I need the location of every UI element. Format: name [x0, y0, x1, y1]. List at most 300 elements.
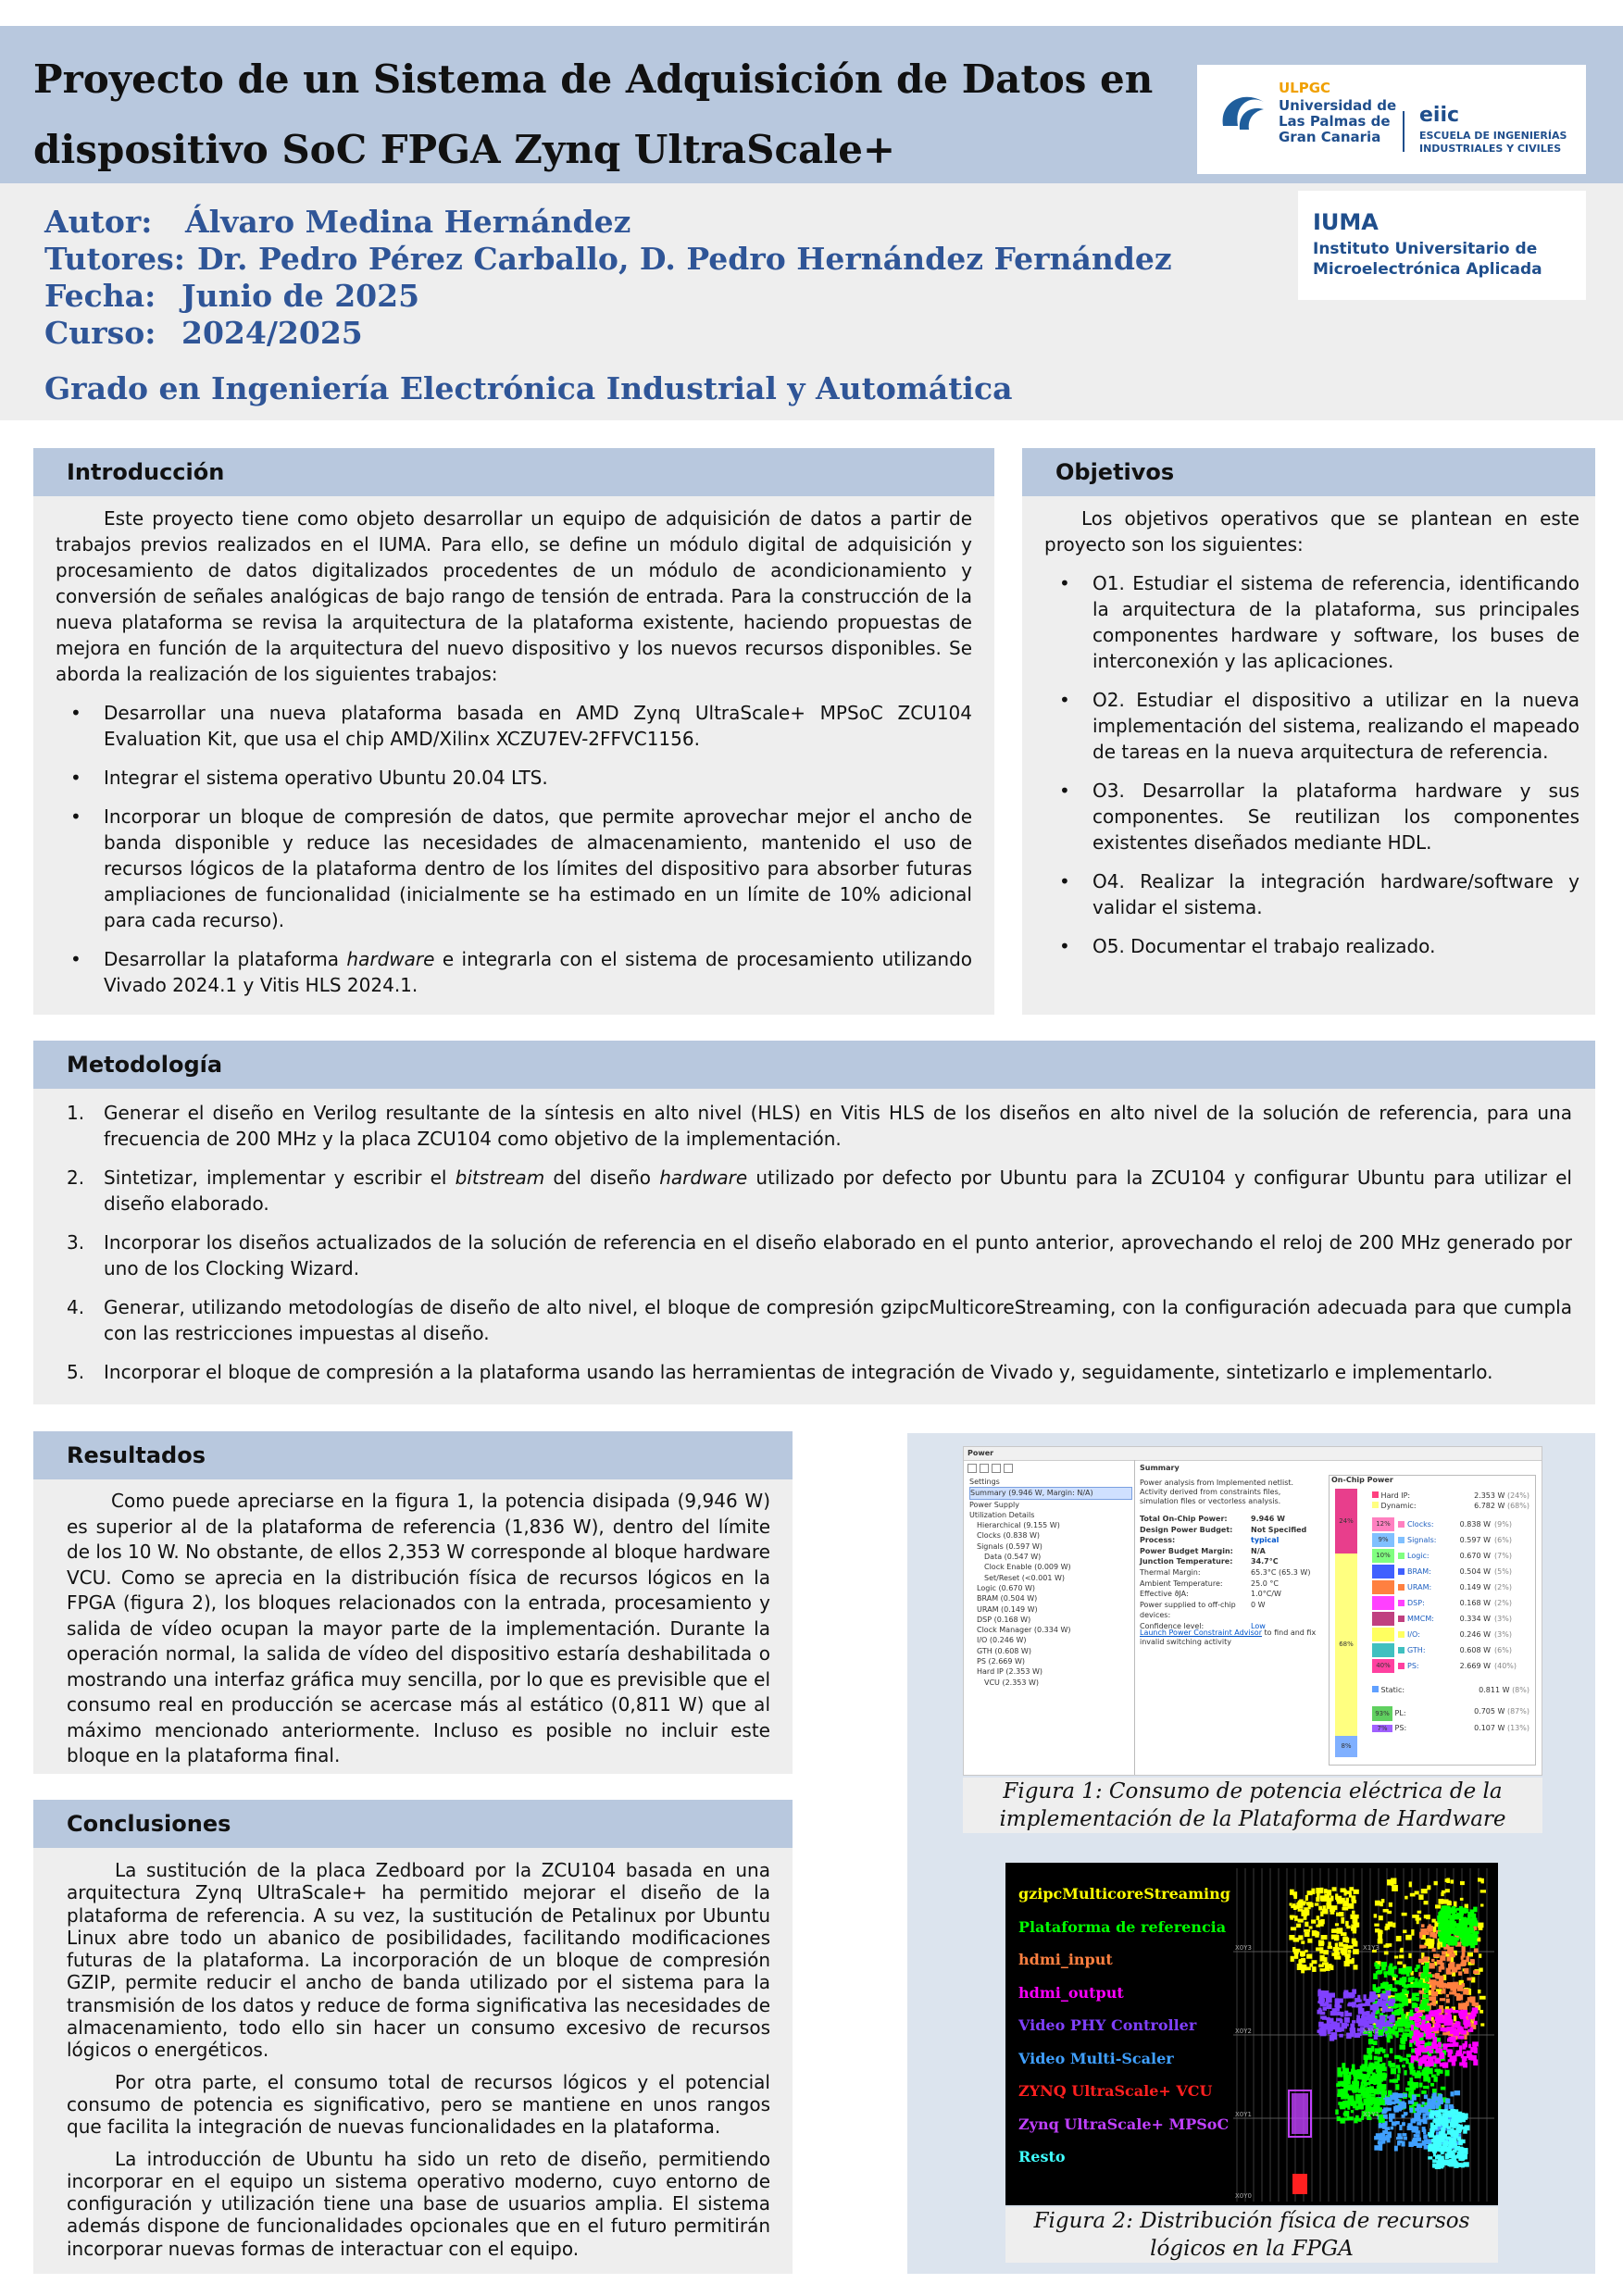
dynamic-item: DSP: 0.168 W (2%): [1372, 1595, 1529, 1611]
summary-row: Confidence level: Low: [1140, 1621, 1266, 1630]
placed-cell: [1405, 1896, 1407, 1900]
placed-cell: [1423, 2086, 1429, 2089]
placed-cell: [1352, 1915, 1355, 1917]
placed-cell: [1442, 1966, 1445, 1969]
tree-item[interactable]: Summary (9.946 W, Margin: N/A): [969, 1487, 1132, 1499]
placed-cell: [1404, 2022, 1410, 2026]
placed-cell: [1448, 2019, 1453, 2026]
placed-cell: [1421, 2056, 1427, 2060]
placed-cell: [1383, 1996, 1388, 2000]
degree-name: Grado en Ingeniería Electrónica Industrial y Automática: [44, 370, 1013, 406]
placed-cell: [1355, 2098, 1362, 2104]
placed-cell: [1417, 1917, 1421, 1920]
placed-cell: [1429, 2144, 1433, 2148]
placed-cell: [1388, 2061, 1392, 2066]
placed-cell: [1384, 1951, 1389, 1954]
placed-cell: [1374, 1963, 1377, 1967]
placed-cell: [1440, 1998, 1445, 2001]
tree-item[interactable]: DSP (0.168 W): [977, 1615, 1031, 1624]
placed-cell: [1333, 2035, 1337, 2040]
placed-cell: [1362, 2066, 1366, 2072]
list-item: 5. Incorporar el bloque de compresión a la plataforma usando las herramientas de integración de Vivado y, seguidamente, sintetizarlo e implementarlo.: [67, 1361, 1493, 1383]
placed-cell: [1409, 2107, 1413, 2112]
placed-cell: [1432, 2097, 1436, 2103]
placed-cell: [1358, 2118, 1361, 2122]
list-item: • O2. Estudiar el dispositivo a utilizar en la nueva implementación del sistema, realizando el mapeado de tareas en la nueva arquitectura de referencia.: [1059, 689, 1579, 763]
placed-cell: [1294, 1953, 1298, 1959]
placed-cell: [1402, 2122, 1405, 2126]
placed-cell: [1337, 2067, 1341, 2072]
placed-cell: [1419, 1932, 1422, 1939]
placed-cell: [1454, 2143, 1457, 2146]
placed-cell: [1432, 2089, 1437, 2093]
list-item: • O4. Realizar la integración hardware/software y validar el sistema.: [1059, 870, 1579, 918]
placed-cell: [1310, 1903, 1313, 1907]
tree-item[interactable]: URAM (0.149 W): [977, 1604, 1038, 1614]
tutors-row: Tutores: Dr. Pedro Pérez Carballo, D. Pedro Hernández Fernández: [44, 241, 1172, 277]
placed-cell: [1450, 2028, 1456, 2034]
placed-cell: [1417, 2122, 1421, 2126]
placed-cell: [1454, 2015, 1456, 2021]
placed-cell: [1353, 1965, 1357, 1969]
placed-cell: [1441, 2128, 1445, 2132]
power-bar-segment: 24%: [1335, 1489, 1357, 1554]
placed-cell: [1348, 2003, 1353, 2006]
placed-cell: [1305, 1922, 1308, 1928]
placed-cell: [1304, 1929, 1310, 1932]
placed-cell: [1343, 1992, 1349, 1999]
eiic-mark: eiic: [1419, 104, 1460, 127]
dynamic-item: 40% PS: 2.669 W (40%): [1372, 1658, 1529, 1674]
placed-cell: [1457, 2154, 1460, 2158]
placed-cell: [1317, 2010, 1323, 2015]
methodology-section: [33, 1041, 1595, 1404]
summary-row: Thermal Margin: 65.3°C (65.3 W): [1140, 1567, 1311, 1577]
placed-cell: [1363, 1994, 1366, 2001]
placed-cell: [1376, 1971, 1381, 1975]
dynamic-item: 10% Logic: 0.670 W (7%): [1372, 1548, 1529, 1564]
placed-cell: [1424, 2140, 1429, 2144]
placed-cell: [1323, 1909, 1328, 1913]
placed-cell: [1337, 2116, 1341, 2121]
placed-cell: [1292, 1947, 1295, 1953]
placed-cell: [1473, 1920, 1477, 1924]
figure2-caption: Figura 2: Distribución física de recursos lógicos en la FPGA: [1005, 2207, 1498, 2263]
tree-item[interactable]: Clock Enable (0.009 W): [984, 1563, 1071, 1572]
placed-cell: [1294, 1915, 1298, 1921]
floorplan-legend-item: ZYNQ UltraScale+ VCU: [1018, 2082, 1213, 2100]
placed-cell: [1422, 2127, 1426, 2132]
placed-cell: [1428, 2077, 1430, 2082]
placed-cell: [1355, 2115, 1359, 2121]
placed-cell: [1392, 2078, 1398, 2082]
placed-cell: [1480, 1890, 1486, 1892]
placed-cell: [1342, 1901, 1349, 1907]
ulpgc-emblem-icon: [1217, 85, 1269, 137]
list-item: 3. Incorporar los diseños actualizados de la solución de referencia en el diseño elaborado en el punto anterior, aprovechando el reloj de 200 MHz generado por uno de los Clocking Wizard.: [67, 1231, 1572, 1279]
placed-cell: [1389, 1903, 1392, 1907]
placed-cell: [1301, 1940, 1305, 1943]
placed-cell: [1413, 2003, 1417, 2006]
placed-cell: [1342, 1944, 1348, 1950]
floorplan-legend-item: Video PHY Controller: [1018, 2016, 1197, 2034]
placed-cell: [1347, 1945, 1353, 1949]
placed-cell: [1405, 2033, 1408, 2036]
placed-cell: [1447, 1972, 1453, 1975]
placed-cell: [1398, 2067, 1401, 2073]
placed-cell: [1373, 1984, 1377, 1990]
placed-cell: [1394, 1955, 1398, 1958]
placed-cell: [1463, 2129, 1467, 2134]
tree-item[interactable]: Power Supply: [969, 1500, 1019, 1509]
placed-cell: [1368, 2054, 1372, 2060]
list-item: • Desarrollar una nueva plataforma basada en AMD Zynq UltraScale+ MPSoC ZCU104 Evaluation Kit, que usa el chip AMD/Xilinx XCZU7EV-2FFVC1156.: [70, 702, 972, 750]
placed-cell: [1374, 1924, 1379, 1927]
placed-cell: [1375, 1928, 1380, 1932]
placed-cell: [1438, 2042, 1442, 2048]
tree-item[interactable]: GTH (0.608 W): [977, 1646, 1031, 1655]
placed-cell: [1410, 1893, 1416, 1897]
placed-cell: [1428, 2132, 1433, 2136]
placed-cell: [1429, 2114, 1434, 2118]
placed-cell: [1381, 2010, 1385, 2013]
tree-item[interactable]: Utilization Details: [969, 1510, 1035, 1519]
placed-cell: [1335, 1923, 1339, 1926]
placed-cell: [1331, 1953, 1337, 1956]
tree-item[interactable]: Data (0.547 W): [984, 1553, 1042, 1562]
placed-cell: [1426, 2035, 1432, 2040]
placed-cell: [1442, 2143, 1447, 2146]
placed-cell: [1368, 2099, 1372, 2105]
conclusions-paragraph: Por otra parte, el consumo total de recursos lógicos y el potencial consumo de potencia es significativo, pero se mantiene en unos rangos que facilita la integración de nuevas funcionalidades en la plataforma.: [67, 2070, 770, 2139]
placed-cell: [1419, 1945, 1424, 1949]
intro-heading: Introducción: [67, 459, 225, 485]
placed-cell: [1330, 1910, 1335, 1915]
placed-cell: [1463, 2162, 1468, 2166]
placed-cell: [1399, 1968, 1403, 1974]
placed-cell: [1342, 1907, 1348, 1911]
placed-cell: [1473, 2059, 1478, 2065]
tree-item[interactable]: Clocks (0.838 W): [977, 1531, 1041, 1541]
floorplan-device-view: [1233, 1868, 1494, 2202]
placed-cell: [1395, 2032, 1398, 2037]
objectives-heading: Objetivos: [1055, 459, 1175, 485]
placed-cell: [1441, 1892, 1443, 1896]
placed-cell: [1464, 1968, 1468, 1974]
placed-cell: [1374, 2056, 1378, 2061]
placed-cell: [1385, 2009, 1391, 2012]
floorplan-legend-item: hdmi_output: [1018, 1983, 1124, 2002]
placed-cell: [1346, 1898, 1349, 1902]
placed-cell: [1421, 1924, 1425, 1928]
placed-cell: [1422, 2020, 1426, 2024]
placed-cell: [1418, 1894, 1423, 1900]
placed-cell: [1440, 2070, 1443, 2074]
tree-item[interactable]: BRAM (0.504 W): [977, 1594, 1038, 1603]
placed-cell: [1459, 1920, 1464, 1927]
placed-cell: [1345, 2103, 1348, 2108]
placed-cell: [1341, 1932, 1347, 1936]
placed-cell: [1446, 2010, 1452, 2014]
placed-cell: [1463, 2051, 1467, 2053]
placed-cell: [1345, 2023, 1349, 2026]
placed-cell: [1411, 1929, 1414, 1936]
placed-cell: [1480, 2023, 1484, 2026]
placed-cell: [1460, 2014, 1465, 2018]
placed-cell: [1429, 1924, 1431, 1929]
placed-cell: [1460, 1881, 1465, 1885]
placed-cell: [1380, 2047, 1383, 2052]
placed-cell: [1399, 2003, 1405, 2007]
placed-cell: [1454, 1902, 1457, 1907]
placed-cell: [1405, 2059, 1408, 2064]
logo-divider: [1403, 111, 1405, 152]
tree-item[interactable]: VCU (2.353 W): [984, 1678, 1040, 1687]
placed-cell: [1411, 1977, 1415, 1980]
placed-cell: [1380, 2001, 1386, 2006]
placed-cell: [1433, 2146, 1438, 2152]
placed-cell: [1424, 2105, 1429, 2109]
placed-cell: [1399, 2044, 1405, 2049]
tree-item[interactable]: Clock Manager (0.334 W): [977, 1626, 1071, 1635]
placed-cell: [1399, 2007, 1403, 2012]
placed-cell: [1391, 1988, 1396, 1990]
placed-cell: [1328, 1941, 1330, 1945]
placed-cell: [1364, 2099, 1367, 2104]
placed-cell: [1409, 2040, 1414, 2043]
placed-cell: [1421, 2090, 1426, 2094]
placed-cell: [1452, 2061, 1455, 2066]
placed-cell: [1361, 2082, 1364, 2088]
tutors-names: Dr. Pedro Pérez Carballo, D. Pedro Hernández Fernández: [197, 241, 1172, 277]
placed-cell: [1379, 1915, 1383, 1920]
placed-cell: [1316, 1897, 1319, 1902]
placed-cell: [1439, 1976, 1444, 1982]
placed-cell: [1325, 2002, 1329, 2005]
tree-item[interactable]: Hard IP (2.353 W): [977, 1667, 1043, 1677]
placed-cell: [1416, 2013, 1420, 2016]
placed-cell: [1463, 1989, 1468, 1994]
placed-cell: [1432, 2037, 1437, 2042]
placed-cell: [1425, 1963, 1429, 1968]
tree-item[interactable]: Logic (0.670 W): [977, 1583, 1036, 1592]
placed-cell: [1450, 2142, 1454, 2148]
placed-cell: [1349, 2072, 1355, 2075]
dynamic-item: GTH: 0.608 W (6%): [1372, 1642, 1529, 1658]
placed-cell: [1413, 1981, 1419, 1988]
clock-region-label: X0Y0: [1235, 2192, 1252, 2200]
placed-cell: [1430, 2128, 1435, 2133]
placed-cell: [1433, 2077, 1437, 2082]
placed-cell: [1395, 2107, 1402, 2112]
placed-cell: [1291, 1956, 1294, 1962]
placed-cell: [1358, 2089, 1365, 2092]
floorplan-legend-item: Video Multi-Scaler: [1018, 2049, 1174, 2067]
placed-cell: [1466, 2001, 1469, 2005]
placed-cell: [1394, 2055, 1400, 2059]
placed-cell: [1330, 1906, 1335, 1910]
placed-cell: [1433, 2135, 1436, 2141]
placed-cell: [1352, 2065, 1355, 2069]
placed-cell: [1408, 1953, 1411, 1958]
placed-cell: [1329, 1992, 1335, 1997]
tree-item[interactable]: Hierarchical (9.155 W): [977, 1521, 1060, 1530]
placed-cell: [1442, 1905, 1445, 1908]
placed-cell: [1309, 1963, 1313, 1966]
placed-cell: [1417, 2111, 1421, 2115]
list-item: 2. Sintetizar, implementar y escribir el bitstream del diseño hardware utilizado por defecto por Ubuntu para la ZCU104 y configurar Ubuntu para utilizar el diseño elaborado.: [67, 1167, 1572, 1215]
placed-cell: [1442, 1899, 1449, 1903]
tree-item[interactable]: Signals (0.597 W): [977, 1541, 1042, 1551]
placed-cell: [1389, 2114, 1395, 2119]
placed-cell: [1344, 2111, 1350, 2117]
author-name: Álvaro Medina Hernández: [185, 204, 631, 240]
placed-cell: [1344, 2017, 1350, 2023]
placed-cell: [1457, 2128, 1461, 2132]
placed-cell: [1427, 1939, 1431, 1945]
advisor-link[interactable]: Launch Power Constraint Advisor: [1140, 1628, 1262, 1637]
tree-item[interactable]: Settings: [969, 1478, 1000, 1486]
placed-cell: [1427, 2062, 1431, 2066]
placed-cell: [1431, 1984, 1436, 1990]
placed-cell: [1378, 1987, 1380, 1992]
dynamic-item: BRAM: 0.504 W (5%): [1372, 1564, 1529, 1579]
dynamic-breakdown: [1372, 1516, 1529, 1674]
clock-region-label: X1Y3: [1363, 1944, 1380, 1952]
objectives-section: [1022, 448, 1595, 1015]
placed-cell: [1451, 1879, 1454, 1883]
placed-cell: [1388, 2027, 1392, 2032]
placed-cell: [1414, 2082, 1417, 2086]
placed-cell: [1317, 1990, 1323, 1997]
placed-cell: [1445, 2070, 1450, 2077]
placed-cell: [1299, 1937, 1302, 1940]
placed-cell: [1327, 1890, 1331, 1895]
placed-cell: [1378, 2140, 1383, 2144]
placed-cell: [1404, 2093, 1407, 2097]
placed-cell: [1351, 1927, 1356, 1930]
placed-cell: [1375, 2065, 1379, 2068]
placed-cell: [1432, 2028, 1437, 2031]
placed-cell: [1449, 1953, 1454, 1957]
placed-cell: [1415, 2022, 1420, 2026]
placed-cell: [1357, 2032, 1362, 2036]
placed-cell: [1320, 1895, 1325, 1901]
placed-cell: [1337, 2071, 1342, 2077]
placed-cell: [1397, 1961, 1402, 1964]
placed-cell: [1430, 2083, 1434, 2087]
placed-cell: [1387, 1879, 1392, 1885]
clock-region-label: X1Y1: [1363, 2111, 1380, 2118]
clock-region-label: X0Y3: [1235, 1944, 1252, 1952]
placed-cell: [1353, 1949, 1359, 1954]
placed-cell: [1382, 2130, 1388, 2134]
conclusions-paragraph: La sustitución de la placa Zedboard por la ZCU104 basada en una arquitectura Zynq UltraScale+ ha permitido mejorar el diseño de la plataforma de referencia. A su vez, la sustitución de Petalinux por Ubuntu Linux abre todo un abanico de posibilidades, facilitando modificaciones futuras de la plataforma. La incorporación de un bloque de compresión GZIP, permite reducir el ancho de banda utilizado por el sistema para la transmisión de los datos y reduce de forma significativa las necesidades de almacenamiento, todo ello sin hacer un consumo excesivo de recursos lógicos o energéticos.: [67, 1859, 770, 2062]
dynamic-item: MMCM: 0.334 W (3%): [1372, 1611, 1529, 1627]
placed-cell: [1442, 1951, 1446, 1954]
placed-cell: [1425, 1978, 1429, 1981]
placed-cell: [1424, 2071, 1429, 2078]
placed-cell: [1467, 1978, 1471, 1980]
placed-cell: [1428, 2156, 1432, 2159]
placed-cell: [1374, 1914, 1377, 1917]
placed-cell: [1330, 1896, 1334, 1902]
placed-cell: [1316, 1925, 1320, 1928]
placed-cell: [1423, 1956, 1429, 1962]
results-section: [33, 1431, 793, 1774]
placed-cell: [1446, 1906, 1450, 1910]
floorplan-legend-item: Plataforma de referencia: [1018, 1917, 1227, 1936]
placed-cell: [1377, 2084, 1382, 2090]
placed-cell: [1404, 2137, 1407, 2140]
placed-cell: [1402, 1982, 1405, 1987]
placed-cell: [1356, 2018, 1363, 2023]
placed-cell: [1380, 1983, 1386, 1989]
course-value: 2024/2025: [181, 315, 363, 351]
title-line-2: dispositivo SoC FPGA Zynq UltraScale+: [33, 127, 896, 172]
tree-item[interactable]: PS (2.669 W): [977, 1657, 1026, 1666]
placed-cell: [1453, 2010, 1458, 2013]
summary-row: Junction Temperature: 34.7°C: [1140, 1557, 1279, 1566]
placed-cell: [1371, 2066, 1374, 2071]
placed-cell: [1398, 2140, 1402, 2143]
placed-cell: [1458, 2140, 1463, 2145]
placed-cell: [1446, 1878, 1450, 1882]
placed-cell: [1449, 2162, 1454, 2167]
placed-cell: [1340, 2118, 1344, 2124]
placed-cell: [1379, 2144, 1382, 2148]
power-report-screenshot: [963, 1446, 1542, 1776]
tree-item[interactable]: Set/Reset (<0.001 W): [984, 1573, 1066, 1582]
placed-cell: [1370, 2005, 1376, 2011]
placed-cell: [1394, 2099, 1399, 2103]
placed-cell: [1415, 2072, 1421, 2078]
placed-cell: [1445, 2153, 1449, 2159]
placed-cell: [1480, 1903, 1483, 1906]
summary-table: [1140, 1514, 1334, 1632]
placed-cell: [1440, 1919, 1446, 1926]
tree-item[interactable]: I/O (0.246 W): [977, 1636, 1027, 1645]
placed-cell: [1397, 2093, 1403, 2098]
placed-cell: [1424, 1901, 1429, 1904]
placed-cell: [1461, 1956, 1464, 1960]
list-item: • O5. Documentar el trabajo realizado.: [1059, 935, 1436, 957]
placed-cell: [1347, 2084, 1354, 2090]
placed-cell: [1424, 2026, 1428, 2030]
course-row: Curso: 2024/2025: [44, 315, 363, 351]
placed-cell: [1467, 1940, 1471, 1944]
placed-cell: [1417, 1911, 1422, 1914]
placed-cell: [1420, 2025, 1424, 2028]
floorplan-legend-item: gzipcMulticoreStreaming: [1018, 1885, 1230, 1903]
placed-cell: [1472, 1941, 1478, 1945]
placed-cell: [1370, 2018, 1376, 2023]
floorplan-legend-item: Resto: [1018, 2148, 1066, 2165]
placed-cell: [1347, 1953, 1350, 1958]
placed-cell: [1391, 2127, 1393, 2129]
placed-cell: [1442, 1983, 1446, 1988]
placed-cell: [1362, 2020, 1367, 2024]
placed-cell: [1350, 2030, 1355, 2037]
conclusions-paragraph: La introducción de Ubuntu ha sido un reto de diseño, permitiendo incorporar en el equipo un sistema operativo moderno, cuyo entorno de configuración y utilización tiene una base de usuarios amplia. El sistema además dispone de funcionalidades opcionales que en el futuro permitirán incorporar nuevas formas de interactuar con el equipo.: [67, 2147, 770, 2260]
placed-cell: [1465, 1904, 1468, 1909]
placed-cell: [1433, 1927, 1437, 1932]
summary-row: Design Power Budget: Not Specified: [1140, 1525, 1307, 1534]
placed-cell: [1395, 2084, 1399, 2090]
placed-cell: [1472, 2007, 1479, 2014]
placed-cell: [1380, 2136, 1386, 2140]
placed-cell: [1347, 2116, 1354, 2120]
